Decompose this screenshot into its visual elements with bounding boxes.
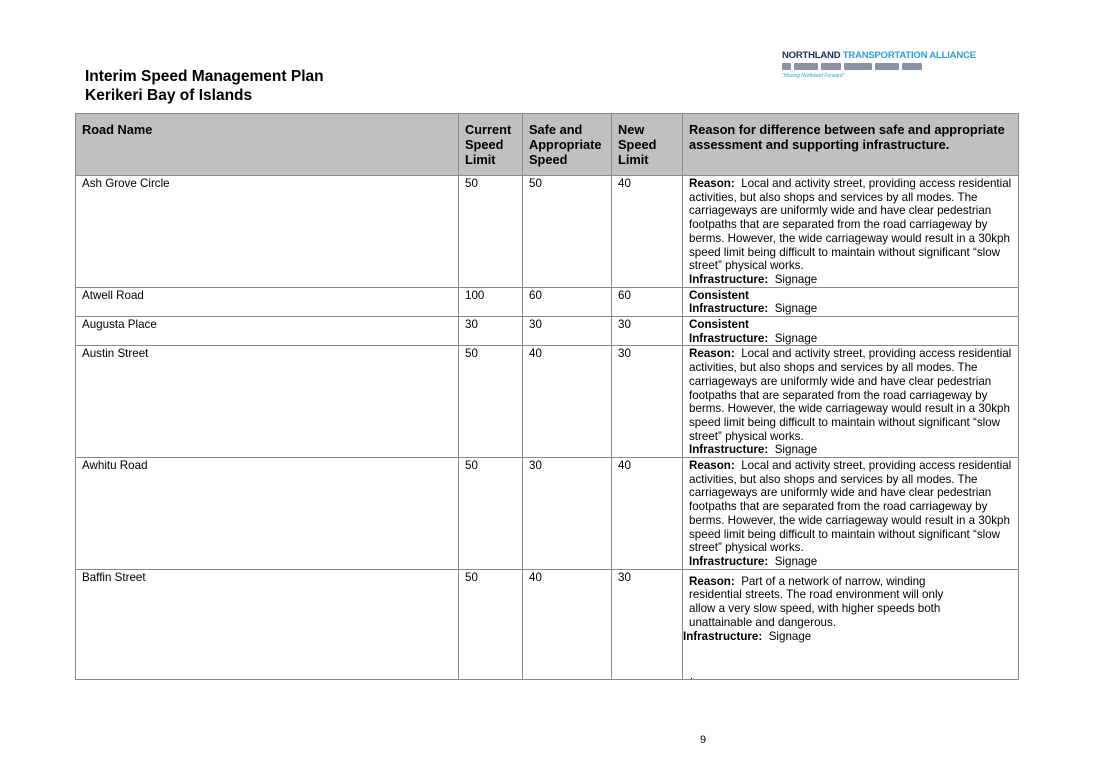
safe-speed: 40 [523,346,612,458]
reason-cell [683,317,1019,346]
reason-lead: Consistent [689,318,749,332]
logo-tagline: "Moving Northland Forward" [782,73,845,79]
reason-text: Local and activity street, providing access residential activities, but also shops and services by all modes. The carriageways are uniformly wide and have clear pedestrian footpaths that are separated from the road carriageway by berms. However, the wide carriageway would result in a 30kph speed limit being difficult to maintain without significant “slow street” physical works. [689,459,1012,555]
header-current-speed: Current Speed Limit [459,114,523,176]
table-row [76,176,1019,288]
infrastructure-label: Infrastructure: [689,302,769,316]
page-number: 9 [700,734,707,746]
safe-speed: 30 [523,317,612,346]
title-line-1: Interim Speed Management Plan [85,68,324,85]
infrastructure-value: Signage [774,272,818,286]
current-speed: 100 [459,287,523,316]
infrastructure-label: Infrastructure: [683,629,763,643]
reason-cell [683,458,1019,570]
document-title [85,67,324,105]
new-speed: 30 [612,346,683,458]
infrastructure-value: Signage [774,443,818,457]
reason-lead: Reason: [689,459,735,473]
safe-speed: 30 [523,458,612,570]
current-speed: 50 [459,569,523,679]
table-row [76,458,1019,570]
reason-lead: Consistent [689,288,749,302]
speed-limit-table [75,113,1019,680]
new-speed: 30 [612,569,683,679]
road-name: Atwell Road [76,287,459,316]
current-speed: 50 [459,176,523,288]
infrastructure-value: Signage [774,554,818,568]
infrastructure-label: Infrastructure: [689,554,769,568]
infrastructure-label: Infrastructure: [689,272,769,286]
infrastructure-value: Signage [768,629,812,643]
new-speed: 40 [612,176,683,288]
logo-wordmark: NORTHLAND TRANSPORTATION ALLIANCE [782,50,976,61]
current-speed: 50 [459,346,523,458]
infrastructure-value: Signage [774,302,818,316]
reason-lead: Reason: [689,177,735,190]
new-speed: 60 [612,287,683,316]
table-row [76,287,1019,316]
reason-text: Part of a network of narrow, winding residential streets. The road environment will only allow a very slow speed, with higher speeds both unattainable and dangerous. [689,574,944,629]
road-name: Austin Street [76,346,459,458]
header-road-name: Road Name [76,114,459,176]
safe-speed: 60 [523,287,612,316]
header-safe-speed: Safe and Appropriate Speed [523,114,612,176]
reason-text: Local and activity street, providing access residential activities, but also shops and services by all modes. The carriageways are uniformly wide and have clear pedestrian footpaths that are separated from the road carriageway by berms. However, the wide carriageway would result in a 30kph speed limit being difficult to maintain without significant “slow street” physical works. [689,177,1012,273]
reason-cell [683,176,1019,288]
safe-speed: 50 [523,176,612,288]
table-row [76,317,1019,346]
stray-dot: . [690,670,694,682]
current-speed: 50 [459,458,523,570]
alliance-logo [782,50,976,82]
reason-cell [683,287,1019,316]
current-speed: 30 [459,317,523,346]
road-name: Awhitu Road [76,458,459,570]
reason-lead: Reason: [689,347,735,361]
header-reason: Reason for difference between safe and appropriate assessment and supporting infrastructure. [683,114,1019,176]
new-speed: 30 [612,317,683,346]
table-row [76,346,1019,458]
table-header-row [76,114,1019,176]
reason-cell [683,569,1019,679]
road-name: Ash Grove Circle [76,176,459,288]
new-speed: 40 [612,458,683,570]
header-new-speed: New Speed Limit [612,114,683,176]
road-name: Baffin Street [76,569,459,679]
safe-speed: 40 [523,569,612,679]
road-name: Augusta Place [76,317,459,346]
reason-cell [683,346,1019,458]
infrastructure-value: Signage [774,331,818,345]
table-row [76,569,1019,679]
infrastructure-label: Infrastructure: [689,443,769,457]
partner-logos-strip [782,63,952,71]
infrastructure-label: Infrastructure: [689,331,769,345]
title-line-2: Kerikeri Bay of Islands [85,87,253,104]
reason-text: Local and activity street, providing access residential activities, but also shops and services by all modes. The carriageways are uniformly wide and have clear pedestrian footpaths that are separated from the road carriageway by berms. However, the wide carriageway would result in a 30kph speed limit being difficult to maintain without significant “slow street” physical works. [689,347,1012,443]
reason-lead: Reason: [689,574,735,588]
